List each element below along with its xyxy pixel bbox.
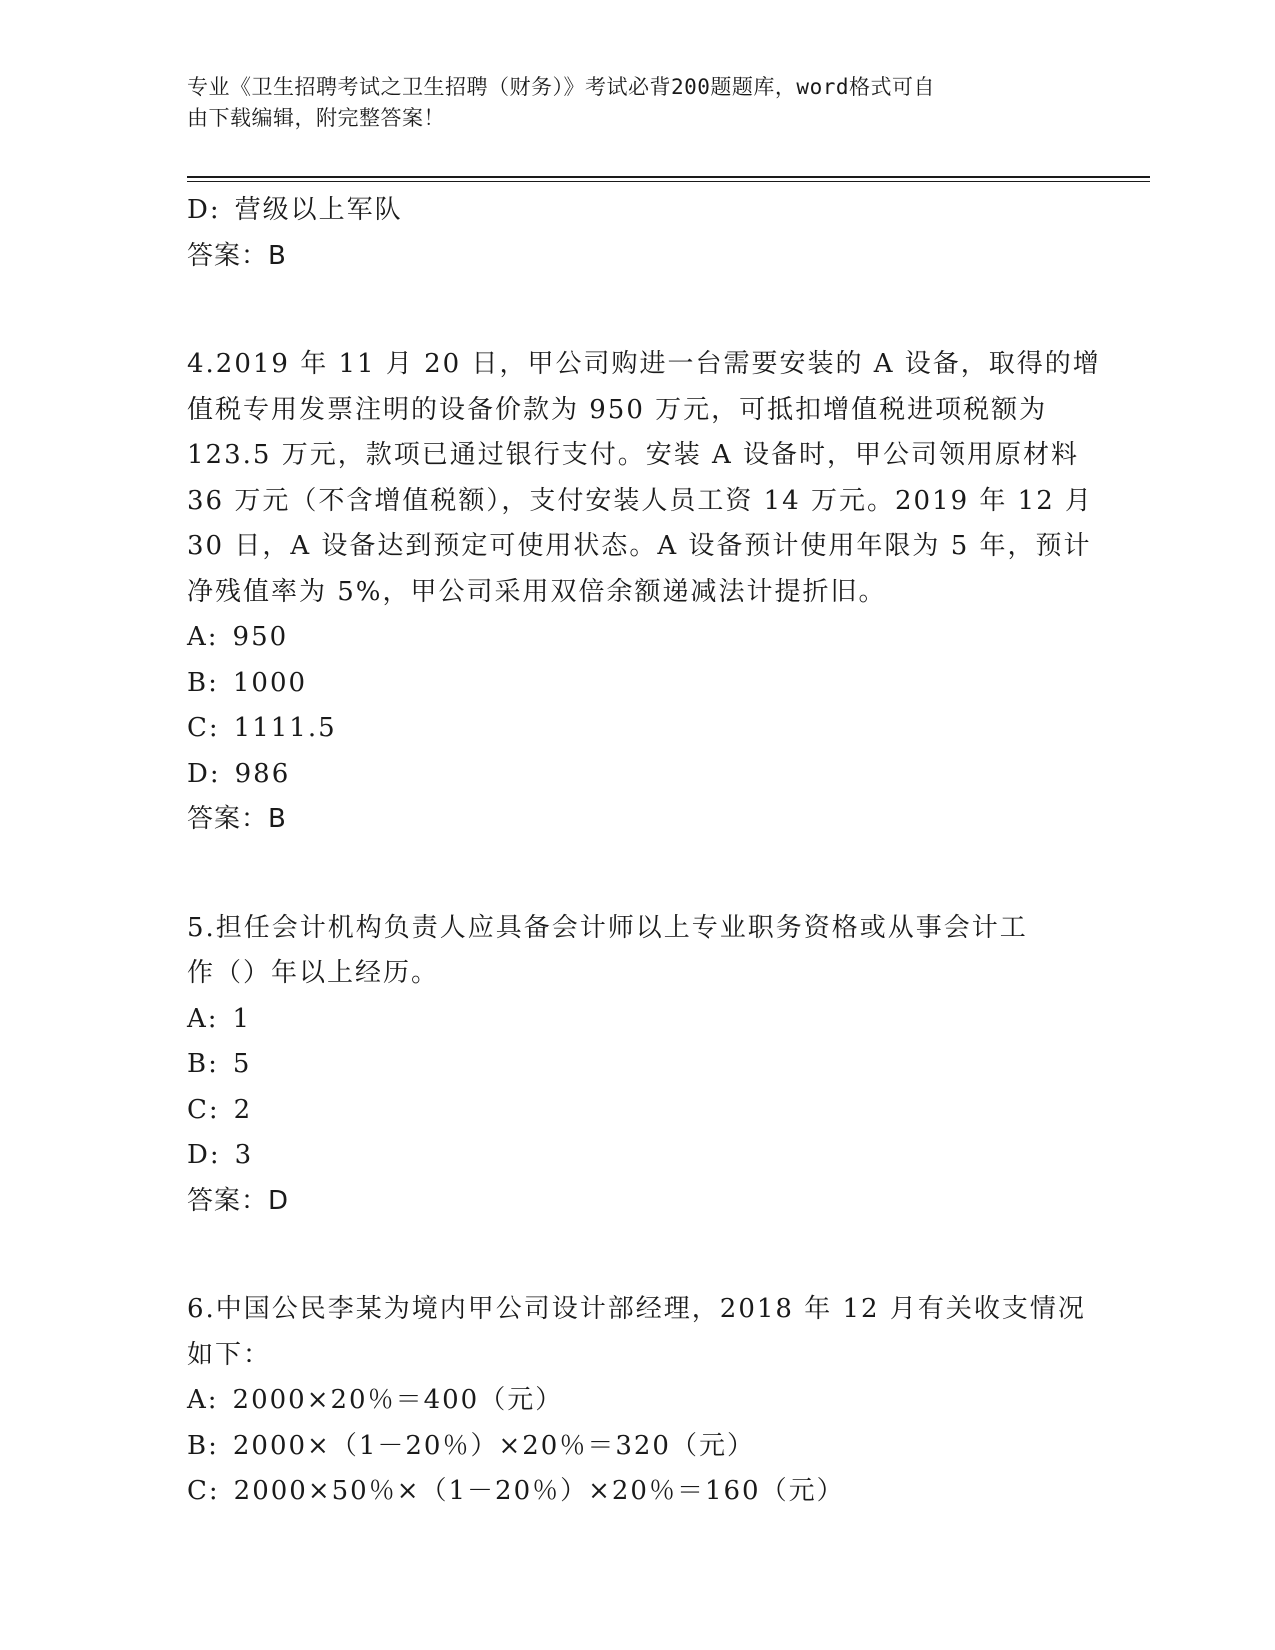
option-text: 950	[232, 622, 289, 652]
option-label: B:	[187, 1049, 219, 1079]
option-text: 2000×20％＝400（元）	[232, 1385, 564, 1415]
option-b	[187, 661, 1087, 707]
header-line-2: 由下载编辑，附完整答案！	[187, 106, 445, 130]
header-rule-thin	[187, 181, 1150, 182]
option-label: D:	[187, 1140, 221, 1170]
answer: 答案：B	[187, 804, 287, 834]
option-text: 3	[234, 1140, 254, 1170]
question-line: 6.中国公民李某为境内甲公司设计部经理，2018 年 12 月有关收支情况	[187, 1294, 1086, 1324]
question-5	[187, 906, 1087, 1225]
question-4	[187, 342, 1101, 843]
spacer	[187, 843, 1087, 906]
option-a	[187, 997, 1087, 1043]
spacer	[187, 279, 1087, 342]
answer: 答案：D	[187, 1185, 290, 1216]
option-label: D:	[187, 195, 221, 225]
question-6	[187, 1287, 1087, 1515]
option-label: A:	[187, 1003, 219, 1034]
document-header	[187, 72, 1067, 134]
question-line: 30 日，A 设备达到预定可使用状态。A 设备预计使用年限为 5 年，预计	[187, 531, 1092, 561]
option-label: B:	[187, 1430, 219, 1461]
option-text: 2	[233, 1094, 253, 1125]
question-line: 如下：	[187, 1339, 272, 1370]
option-label: C:	[187, 1094, 220, 1125]
question-line: 值税专用发票注明的设备价款为 950 万元，可抵扣增值税进项税额为	[187, 394, 1048, 425]
option-label: D:	[187, 758, 221, 789]
header-line-1: 专业《卫生招聘考试之卫生招聘（财务）》考试必背200题题库，word格式可自	[187, 75, 935, 99]
option-text: 986	[234, 758, 291, 789]
option-label: C:	[187, 713, 220, 743]
option-text: 1000	[232, 667, 308, 698]
option-text: 营级以上军队	[234, 195, 403, 225]
prev-answer: 答案：B	[187, 240, 287, 271]
option-text: 2000×（1－20％）×20％＝320（元）	[232, 1430, 755, 1461]
spacer	[187, 1224, 1087, 1287]
option-label: A:	[187, 1385, 219, 1415]
document-body	[187, 188, 1101, 1515]
option-text: 5	[232, 1049, 252, 1079]
question-line: 123.5 万元，款项已通过银行支付。安装 A 设备时，甲公司领用原材料	[187, 440, 1080, 470]
option-label: A:	[187, 622, 219, 652]
prev-option-d	[187, 188, 1087, 234]
option-text: 1	[232, 1003, 252, 1034]
option-c	[187, 706, 1087, 752]
option-b	[187, 1042, 1087, 1088]
header-rule-thick	[187, 176, 1150, 178]
option-text: 2000×50％×（1－20％）×20％＝160（元）	[233, 1476, 845, 1506]
question-line: 作（）年以上经历。	[187, 958, 440, 988]
option-a	[187, 1378, 1087, 1424]
option-c	[187, 1088, 1087, 1134]
option-label: C:	[187, 1476, 220, 1506]
question-line: 4.2019 年 11 月 20 日，甲公司购进一台需要安装的 A 设备，取得的增	[187, 349, 1101, 379]
option-b	[187, 1424, 1087, 1470]
option-c	[187, 1469, 1087, 1515]
question-line: 36 万元（不含增值税额），支付安装人员工资 14 万元。2019 年 12 月	[187, 485, 1094, 516]
option-a	[187, 615, 1087, 661]
option-d	[187, 1133, 1087, 1179]
option-label: B:	[187, 667, 219, 698]
question-line: 5.担任会计机构负责人应具备会计师以上专业职务资格或从事会计工	[187, 912, 1028, 943]
option-d	[187, 752, 1087, 798]
question-line: 净残值率为 5%，甲公司采用双倍余额递减法计提折旧。	[187, 576, 887, 607]
option-text: 1111.5	[233, 713, 337, 743]
